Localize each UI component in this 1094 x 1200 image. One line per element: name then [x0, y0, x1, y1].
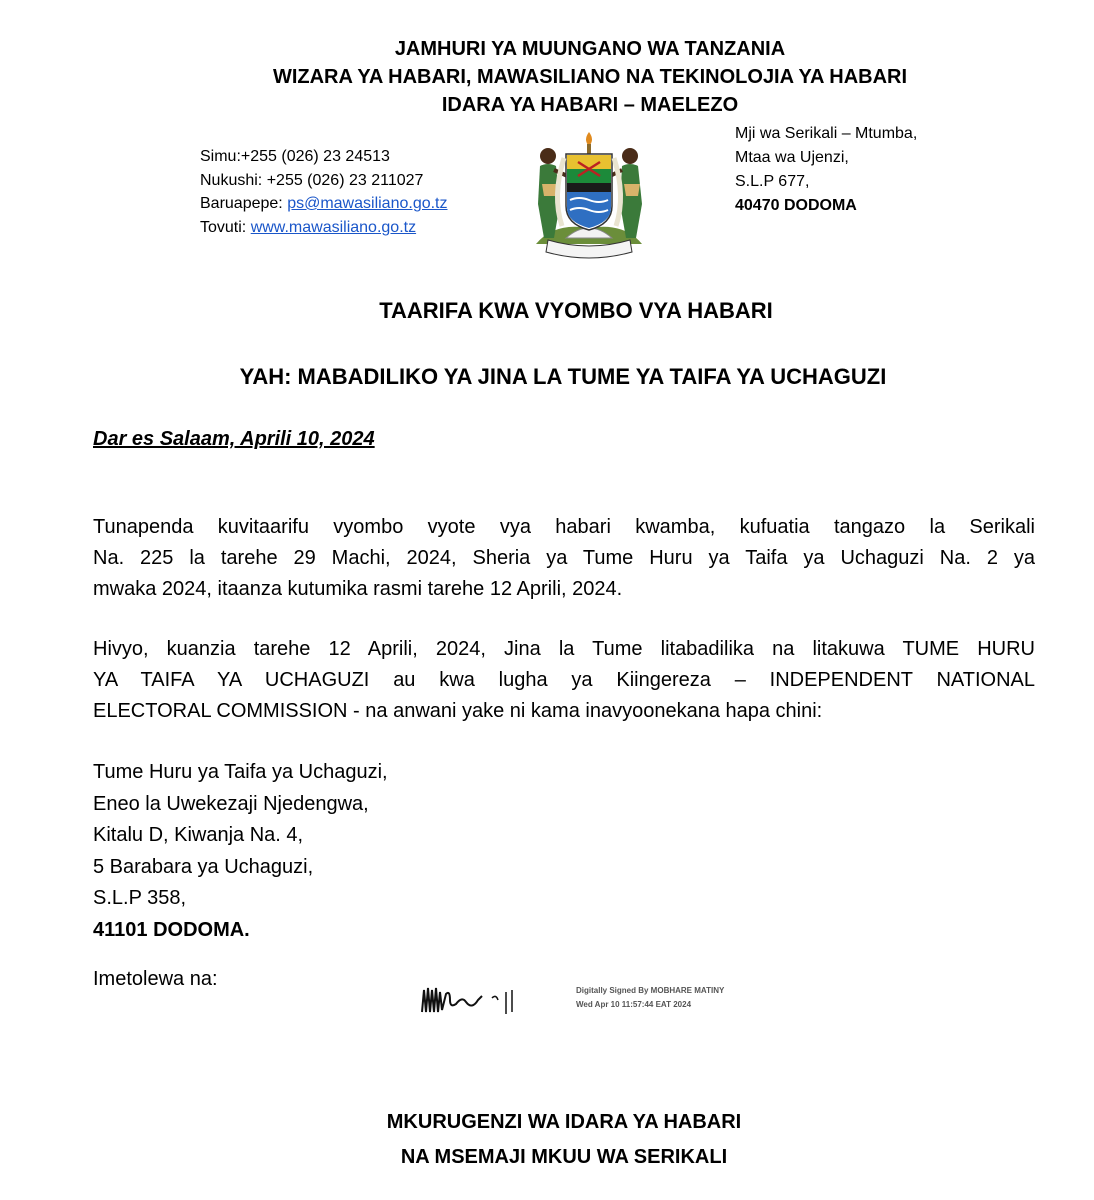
contact-fax: Nukushi: +255 (026) 23 211027 [200, 171, 424, 189]
new-address-line-3: Kitalu D, Kiwanja Na. 4, [93, 824, 304, 846]
paragraph-2-line-3: ELECTORAL COMMISSION - na anwani yake ni kama inavyoonekana hapa chini: [93, 700, 823, 722]
contact-email-row [200, 192, 448, 216]
document-title: TAARIFA KWA VYOMBO VYA HABARI [379, 298, 773, 323]
new-address-line-2: Eneo la Uwekezaji Njedengwa, [93, 792, 369, 815]
paragraph-1-line-2: Na. 225 la tarehe 29 Machi, 2024, Sheria ya Tume Huru ya Taifa ya Uchaguzi Na. 2 ya [93, 547, 1035, 569]
document-subject: YAH: MABADILIKO YA JINA LA TUME YA TAIFA YA UCHAGUZI [239, 364, 887, 389]
contact-web-row [200, 216, 448, 240]
signature-timestamp: Wed Apr 10 11:57:44 EAT 2024 [576, 1000, 692, 1009]
footer-office-line-1: MKURUGENZI WA IDARA YA HABARI [386, 1111, 742, 1133]
address-line-3: S.L.P 677, [735, 173, 810, 190]
new-address-line-4: 5 Barabara ya Uchaguzi, [93, 855, 314, 878]
contact-web-link[interactable]: www.mawasiliano.go.tz [250, 218, 417, 236]
paragraph-1-line-1: Tunapenda kuvitaarifu vyombo vyote vya habari kwamba, kufuatia tangazo la Serikali [93, 516, 1035, 538]
header-country: JAMHURI YA MUUNGANO WA TANZANIA [394, 38, 786, 60]
paragraph-2 [93, 634, 1035, 727]
signature-icon [416, 982, 526, 1018]
signature-image [416, 982, 526, 1018]
dateline: Dar es Salaam, Aprili 10, 2024 [93, 428, 375, 450]
contact-block [200, 145, 448, 239]
header-ministry: WIZARA YA HABARI, MAWASILIANO NA TEKINOLOJIA YA HABARI [272, 66, 908, 88]
address-line-4: 40470 DODOMA [735, 197, 857, 214]
paragraph-2-line-1: Hivyo, kuanzia tarehe 12 Aprili, 2024, Jina la Tume litabadilika na litakuwa TUME HURU [93, 638, 1035, 660]
contact-email-label: Baruapepe: [200, 195, 288, 212]
footer-office-line-2: NA MSEMAJI MKUU WA SERIKALI [400, 1146, 728, 1168]
contact-email-link[interactable]: ps@mawasiliano.go.tz [287, 195, 448, 212]
new-address-line-5: S.L.P 358, [93, 887, 187, 909]
contact-phone: Simu:+255 (026) 23 24513 [200, 148, 390, 165]
digital-signature-info [576, 984, 724, 1012]
address-line-2: Mtaa wa Ujenzi, [735, 149, 849, 166]
contact-web-label: Tovuti: [200, 218, 251, 236]
postal-address [735, 122, 917, 218]
paragraph-1 [93, 512, 1035, 605]
issued-by-label: Imetolewa na: [93, 968, 218, 990]
coat-of-arms-icon [514, 126, 664, 266]
header-department: IDARA YA HABARI – MAELEZO [441, 94, 739, 116]
new-commission-address [93, 757, 388, 946]
coat-of-arms-emblem [514, 126, 664, 266]
address-line-1: Mji wa Serikali – Mtumba, [735, 125, 918, 142]
paragraph-2-line-2: YA TAIFA YA UCHAGUZI au kwa lugha ya Kiingereza – INDEPENDENT NATIONAL [93, 669, 1035, 691]
new-address-line-6: 41101 DODOMA. [93, 918, 250, 941]
paragraph-1-line-3: mwaka 2024, itaanza kutumika rasmi tarehe 12 Aprili, 2024. [93, 578, 623, 600]
new-address-line-1: Tume Huru ya Taifa ya Uchaguzi, [93, 761, 388, 783]
signature-signed-by: Digitally Signed By MOBHARE MATINY [576, 986, 725, 995]
